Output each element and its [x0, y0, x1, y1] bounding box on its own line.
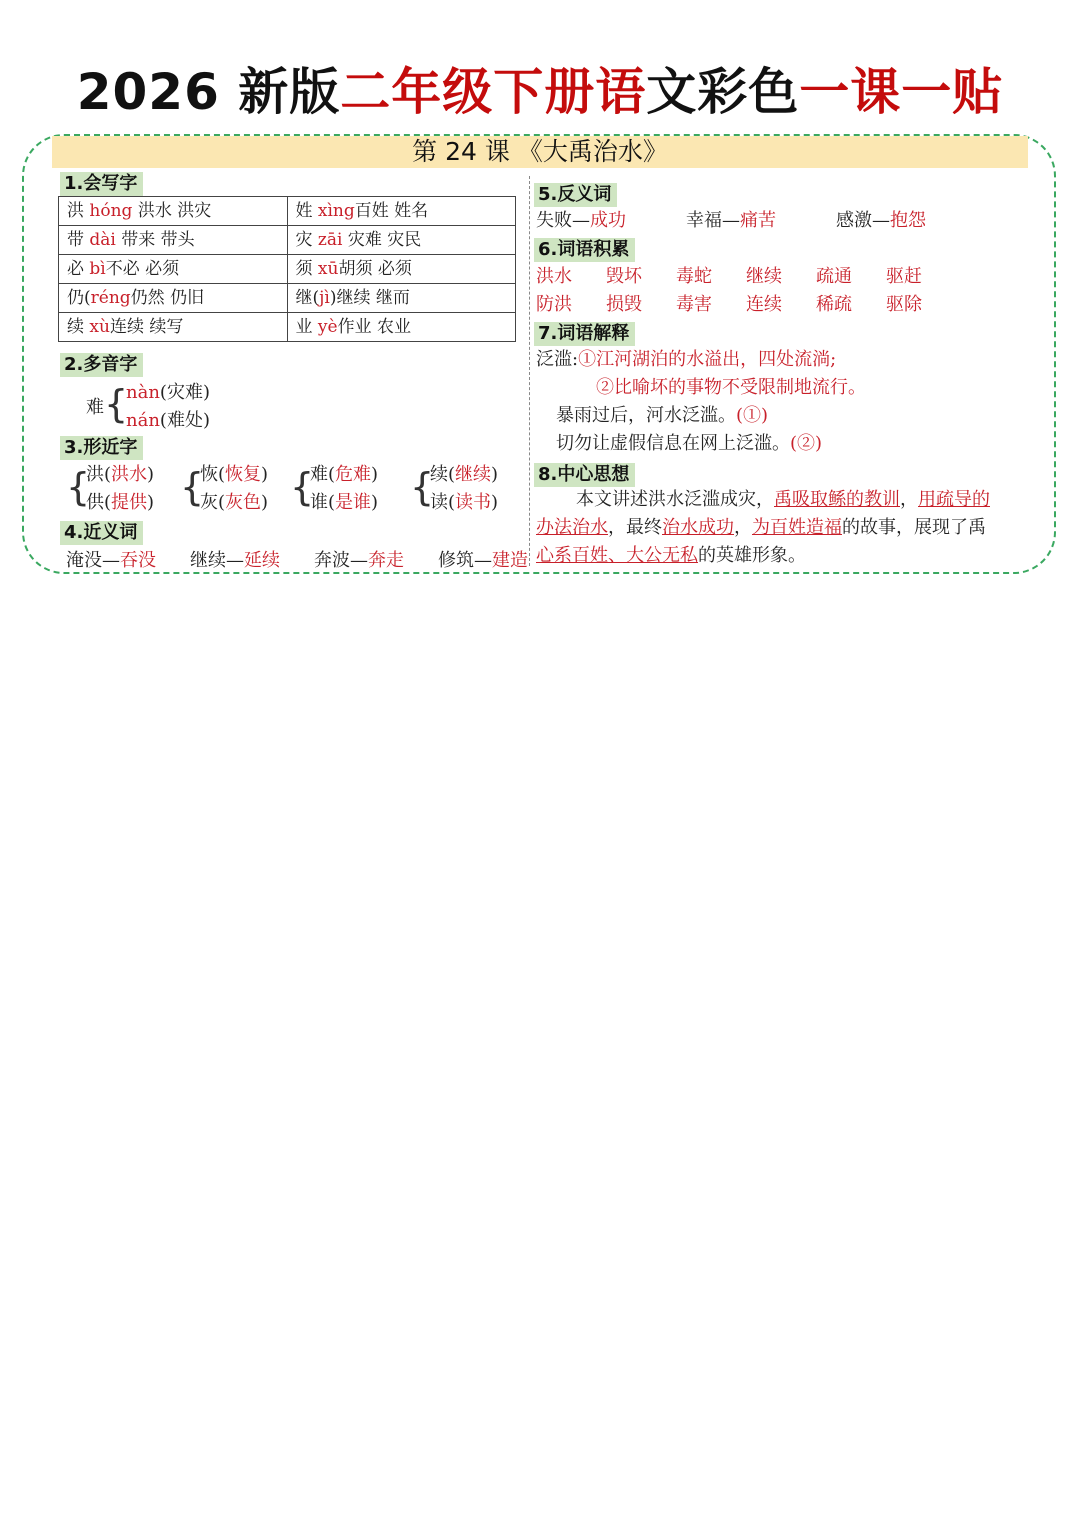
section-heading-antonyms: 5.反义词: [534, 183, 617, 207]
table-row: [59, 255, 516, 284]
explain-example-2: 切勿让虚假信息在网上泛滥。(②): [556, 433, 823, 454]
vocab-word: 连续: [746, 294, 782, 315]
char-cell: 必 bì不必 必须: [59, 255, 288, 284]
explain-definition-2: ②比喻坏的事物不受限制地流行。: [596, 377, 866, 398]
section-heading-synonyms: 4.近义词: [60, 521, 143, 545]
similar-char-bottom: 谁(是谁): [310, 492, 379, 513]
table-row: [59, 197, 516, 226]
similar-brace: {: [180, 465, 205, 509]
vocab-word: 防洪: [536, 294, 572, 315]
section-heading-word-explain: 7.词语解释: [534, 322, 635, 346]
char-cell: 须 xū胡须 必须: [287, 255, 516, 284]
section-heading-write-chars: 1.会写字: [60, 172, 143, 196]
similar-char-bottom: 灰(灰色): [200, 492, 269, 513]
similar-char-bottom: 供(提供): [86, 492, 155, 513]
char-cell: 洪 hóng 洪水 洪灾: [59, 197, 288, 226]
char-cell: 业 yè作业 农业: [287, 313, 516, 342]
section-heading-polyphone: 2.多音字: [60, 353, 143, 377]
similar-brace: {: [66, 465, 91, 509]
central-idea-line-2: 办法治水，最终治水成功，为百姓造福的故事，展现了禹: [536, 517, 986, 538]
similar-char-bottom: 读(读书): [430, 492, 499, 513]
polyphone-brace: {: [104, 382, 129, 426]
antonym-pair: 失败—成功: [536, 210, 626, 231]
section-heading-vocabulary: 6.词语积累: [534, 238, 635, 262]
explain-definition-1: 泛滥:①江河湖泊的水溢出，四处流淌;: [536, 349, 837, 370]
page-title: 2026 新版二年级下册语文彩色一课一贴: [76, 63, 1004, 121]
char-cell: 带 dài 带来 带头: [59, 226, 288, 255]
vocab-word: 稀疏: [816, 294, 852, 315]
char-cell: 继(jì)继续 继而: [287, 284, 516, 313]
similar-char-top: 恢(恢复): [200, 464, 269, 485]
vocab-word: 损毁: [606, 294, 642, 315]
vocab-word: 继续: [746, 266, 782, 287]
char-cell: 续 xù连续 续写: [59, 313, 288, 342]
antonym-pair: 幸福—痛苦: [686, 210, 776, 231]
similar-char-top: 难(危难): [310, 464, 379, 485]
write-chars-table: [58, 196, 516, 342]
central-idea-line-1: 本文讲述洪水泛滥成灾，禹吸取鲧的教训，用疏导的: [576, 489, 990, 510]
synonym-pair: 继续—延续: [190, 550, 280, 571]
explain-example-1: 暴雨过后，河水泛滥。(①): [556, 405, 769, 426]
section-heading-similar-chars: 3.形近字: [60, 436, 143, 460]
vocab-word: 毒害: [676, 294, 712, 315]
vocab-word: 驱除: [886, 294, 922, 315]
char-cell: 姓 xìng百姓 姓名: [287, 197, 516, 226]
similar-char-top: 续(继续): [430, 464, 499, 485]
table-row: [59, 226, 516, 255]
table-row: [59, 284, 516, 313]
polyphone-reading-2: nán(难处): [126, 410, 210, 431]
vocab-word: 疏通: [816, 266, 852, 287]
similar-brace: {: [290, 465, 315, 509]
synonym-pair: 淹没—吞没: [66, 550, 156, 571]
vocab-word: 驱赶: [886, 266, 922, 287]
polyphone-reading-1: nàn(灾难): [126, 382, 210, 403]
char-cell: 仍(réng仍然 仍旧: [59, 284, 288, 313]
vocab-word: 毒蛇: [676, 266, 712, 287]
table-row: [59, 313, 516, 342]
synonym-pair: 修筑—建造: [438, 550, 528, 571]
antonym-pair: 感激—抱怨: [836, 210, 926, 231]
similar-brace: {: [410, 465, 435, 509]
polyphone-char: 难: [86, 397, 104, 418]
vocab-word: 洪水: [536, 266, 572, 287]
central-idea-line-3: 心系百姓、大公无私的英雄形象。: [536, 545, 806, 566]
similar-char-top: 洪(洪水): [86, 464, 155, 485]
section-heading-central-idea: 8.中心思想: [534, 463, 635, 487]
vocab-word: 毁坏: [606, 266, 642, 287]
char-cell: 灾 zāi 灾难 灾民: [287, 226, 516, 255]
column-divider: [529, 176, 530, 566]
lesson-title: 第 24 课 《大禹治水》: [52, 136, 1028, 168]
synonym-pair: 奔波—奔走: [314, 550, 404, 571]
